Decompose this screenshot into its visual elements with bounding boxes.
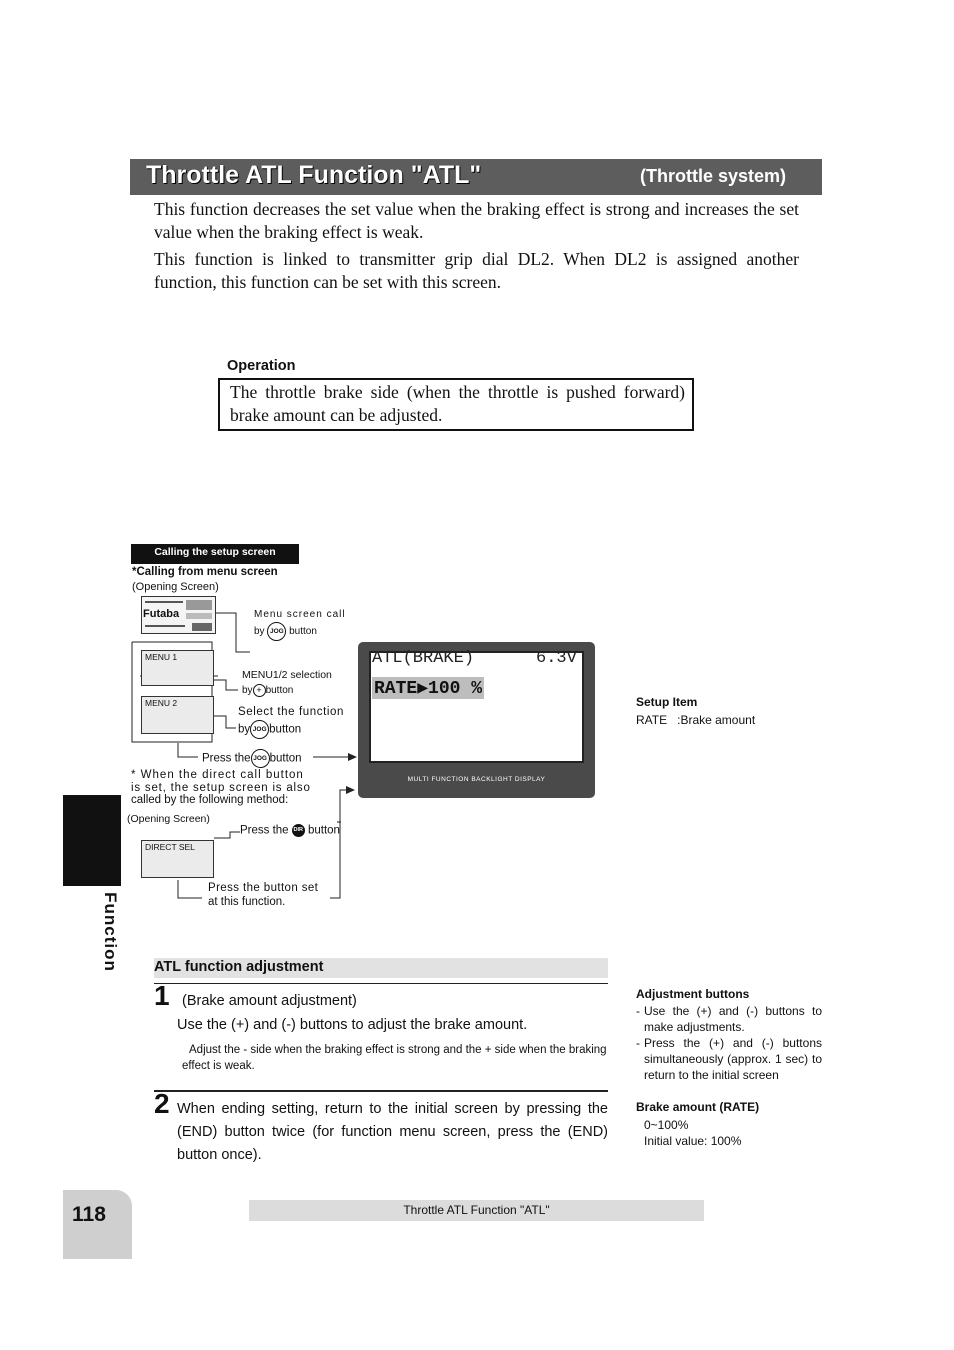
direct-note-line2: is set, the setup screen is also (131, 782, 311, 794)
button-text: button (269, 752, 302, 765)
brake-amount-initial: Initial value: 100% (644, 1134, 742, 1148)
press-set-line2: at this function. (208, 896, 286, 908)
button-text: button (265, 685, 294, 697)
adjust-buttons-heading: Adjustment buttons (636, 987, 750, 1001)
step-1-title: (Brake amount adjustment) (182, 993, 357, 1009)
thumbnail-line (145, 625, 185, 627)
press-the-text: Press the (202, 752, 251, 765)
intro-paragraph-1: This function decreases the set value when the braking effect is strong and increases the set value when the braking effect is weak. (154, 199, 799, 242)
futaba-logo: Futaba (143, 608, 180, 620)
page-subtitle: (Throttle system) (640, 166, 787, 186)
step-1-body: Use the (+) and (-) buttons to adjust the brake amount. (177, 1017, 528, 1033)
direct-sel-screen (141, 840, 214, 878)
menu1-screen (141, 650, 214, 686)
step-2-body: When ending setting, return to the initial screen by pressing the (END) button twice (for function menu screen, press the (END) button once). (177, 1101, 608, 1163)
press-set-line1: Press the button set (208, 882, 319, 894)
button-text: button (269, 723, 302, 736)
page-title: Throttle ATL Function "ATL" (146, 161, 482, 189)
by-text: by (242, 685, 253, 697)
lcd-rate-value: RATE▶100 % (374, 679, 483, 699)
select-function-label: Select the function (238, 706, 345, 718)
jog-icon: JOG (250, 720, 269, 739)
divider (154, 983, 608, 984)
opening-screen-label: (Opening Screen) (132, 581, 219, 593)
thumbnail-block (186, 600, 212, 610)
jog-icon: JOG (251, 749, 270, 768)
thumbnail-block (186, 613, 212, 619)
from-menu-label: *Calling from menu screen (132, 566, 278, 578)
lcd-voltage: 6.3V (536, 649, 577, 668)
setup-item-rate: RATE :Brake amount (636, 713, 756, 727)
plus-icon: + (253, 684, 266, 697)
press-the-text: Press the (240, 824, 289, 837)
opening-screen-thumbnail (141, 596, 216, 634)
adjust-dash-1: - (636, 1004, 640, 1018)
setup-item-heading: Setup Item (636, 695, 698, 709)
menu1-label: MENU 1 (145, 652, 178, 662)
menu-select-label: MENU1/2 selection (242, 669, 332, 681)
direct-sel-label: DIRECT SEL (145, 842, 195, 852)
button-text: button (307, 824, 340, 837)
intro-paragraph-2: This function is linked to transmitter grip dial DL2. When DL2 is assigned another function, this function can be set with this screen. (154, 249, 799, 292)
divider (154, 1090, 608, 1092)
operation-text: The throttle brake side (when the throttle is pushed forward) brake amount can be adjusted. (230, 382, 685, 425)
by-text: by (254, 626, 265, 638)
lcd-function-name: ATL(BRAKE) (372, 649, 475, 668)
menu-call-label: Menu screen call (254, 609, 346, 620)
direct-note-line3: called by the following method: (131, 794, 289, 806)
menu2-label: MENU 2 (145, 698, 178, 708)
menu-call-by (254, 622, 317, 641)
adjust-item-1: Use the (+) and (-) buttons to make adjustments. (644, 1004, 822, 1034)
step-1-note: Adjust the - side when the braking effect is strong and the + side when the braking effect is weak. (182, 1044, 607, 1072)
step-1-number: 1 (154, 980, 170, 1011)
menu-select-by (242, 684, 293, 697)
select-function-by (238, 720, 301, 739)
atl-section-heading: ATL function adjustment (154, 959, 324, 975)
footer-title: Throttle ATL Function "ATL" (403, 1203, 550, 1217)
opening-screen-label-2: (Opening Screen) (127, 813, 210, 825)
press-dir-label (240, 824, 340, 837)
side-tab-label: Function (101, 892, 120, 972)
operation-label: Operation (227, 358, 296, 374)
thumbnail-block (192, 623, 212, 631)
brake-amount-range: 0~100% (644, 1118, 689, 1132)
button-text: button (289, 626, 317, 638)
brake-amount-heading: Brake amount (RATE) (636, 1100, 760, 1114)
jog-icon: JOG (267, 622, 286, 641)
step-2-number: 2 (154, 1088, 170, 1119)
thumbnail-line (145, 601, 183, 603)
lcd-caption: MULTI FUNCTION BACKLIGHT DISPLAY (407, 776, 546, 783)
dir-icon: DIR (292, 824, 305, 837)
press-jog-label (202, 749, 302, 768)
page-number: 118 (72, 1203, 106, 1226)
menu2-screen (141, 696, 214, 734)
direct-note-line1: * When the direct call button (131, 769, 304, 781)
adjust-item-2: Press the (+) and (-) buttons simultaneously (approx. 1 sec) to return to the initial screen (644, 1036, 822, 1082)
adjust-dash-2: - (636, 1036, 640, 1050)
by-text: by (238, 723, 251, 736)
calling-setup-tag: Calling the setup screen (131, 544, 299, 564)
